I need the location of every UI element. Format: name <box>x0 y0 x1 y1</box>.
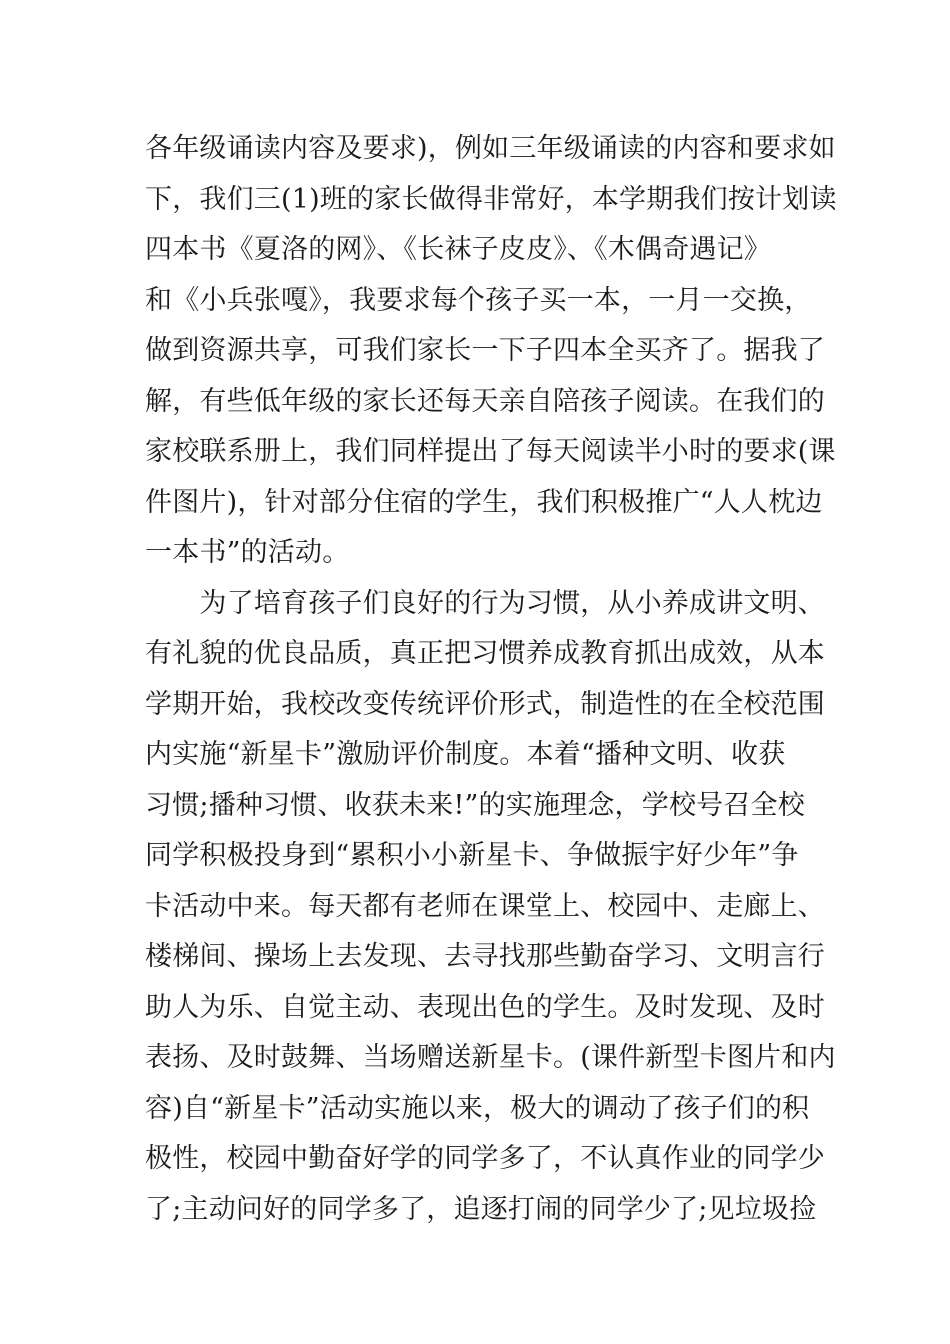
text-line: 和《小兵张嘎》，我要求每个孩子买一本，一月一交换， <box>145 284 812 316</box>
text-line: 极性，校园中勤奋好学的同学多了，不认真作业的同学少 <box>145 1143 825 1174</box>
text-line: 家校联系册上，我们同样提出了每天阅读半小时的要求(课 <box>145 436 836 467</box>
text-line: 容)自“新星卡”活动实施以来，极大的调动了孩子们的积 <box>145 1092 810 1124</box>
text-line: 做到资源共享，可我们家长一下子四本全买齐了。据我了 <box>145 335 825 366</box>
text-line: 内实施“新星卡”激励评价制度。本着“播种文明、收获 <box>145 739 786 770</box>
text-line: 解，有些低年级的家长还每天亲自陪孩子阅读。在我们的 <box>145 385 825 417</box>
text-line: 一本书”的活动。 <box>145 537 350 568</box>
body-text <box>145 124 837 1235</box>
paragraph-start-line: 为了培育孩子们良好的行为习惯，从小养成讲文明、 <box>145 587 825 619</box>
text-line: 下，我们三(1)班的家长做得非常好，本学期我们按计划读 <box>145 183 837 215</box>
text-line: 了;主动问好的同学多了，追逐打闹的同学少了;见垃圾捡 <box>145 1193 817 1225</box>
text-line: 楼梯间、操场上去发现、去寻找那些勤奋学习、文明言行 <box>145 941 825 972</box>
text-line: 四本书《夏洛的网》、《长袜子皮皮》、《木偶奇遇记》 <box>145 234 771 265</box>
text-line: 同学积极投身到“累积小小新星卡、争做振宇好少年”争 <box>145 840 799 871</box>
text-line: 助人为乐、自觉主动、表现出色的学生。及时发现、及时 <box>145 991 825 1023</box>
text-line: 表扬、及时鼓舞、当场赠送新星卡。(课件新型卡图片和内 <box>145 1042 836 1073</box>
text-line: 习惯;播种习惯、收获未来!”的实施理念，学校号召全校 <box>145 789 805 821</box>
text-line: 件图片)，针对部分住宿的学生，我们积极推广“人人枕边 <box>145 486 823 518</box>
text-line: 有礼貌的优良品质，真正把习惯养成教育抓出成效，从本 <box>145 638 825 669</box>
text-line: 学期开始，我校改变传统评价形式，制造性的在全校范围 <box>145 688 825 720</box>
text-line: 卡活动中来。每天都有老师在课堂上、校园中、走廊上、 <box>145 890 825 922</box>
text-line: 各年级诵读内容及要求)，例如三年级诵读的内容和要求如 <box>145 133 836 164</box>
